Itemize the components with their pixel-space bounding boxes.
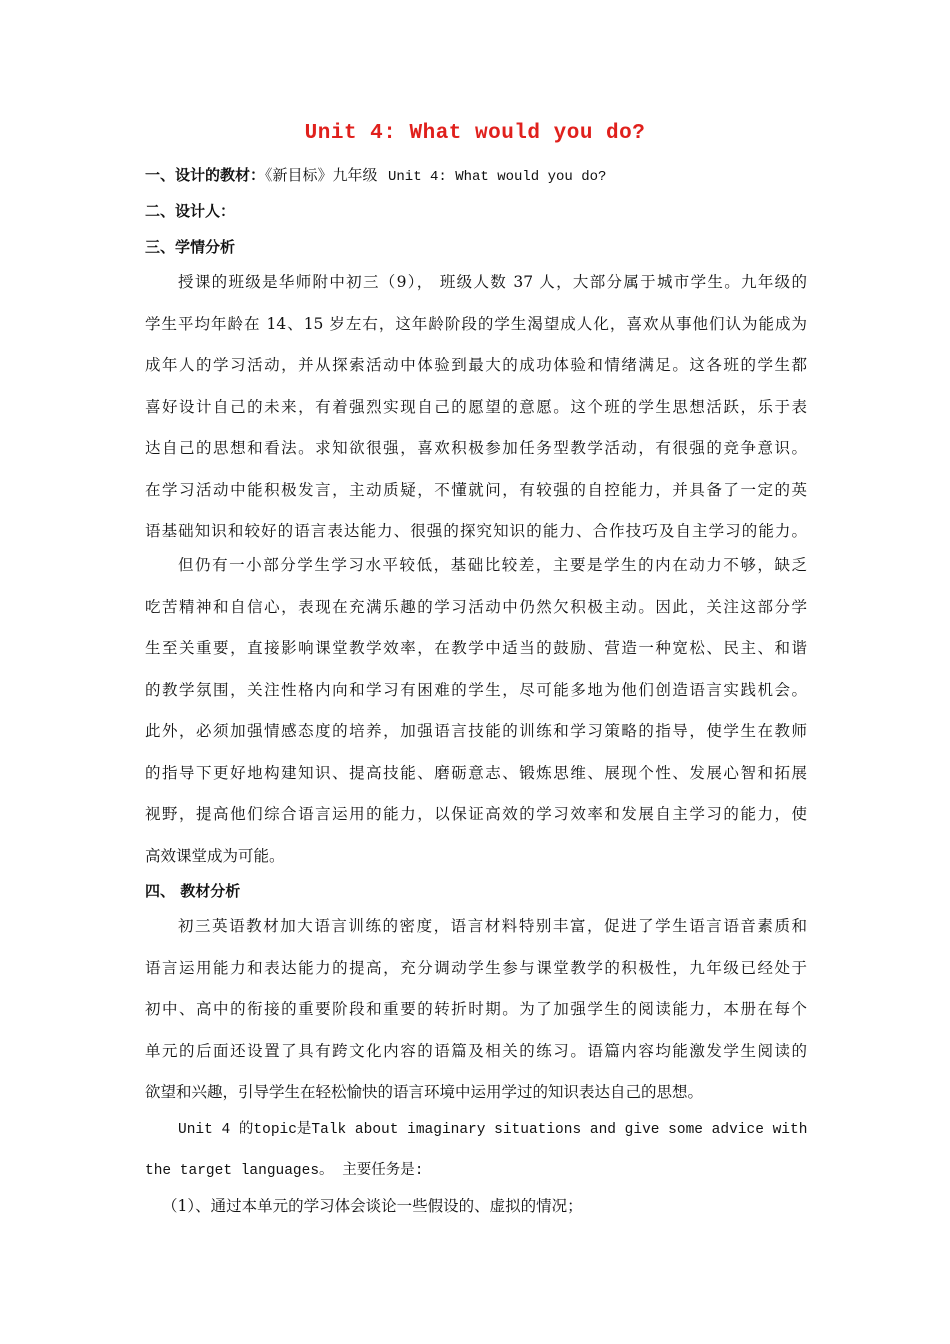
paragraph-line: 的教学氛围，关注性格内向和学习有困难的学生，尽可能多地为他们创造语言实践机会。 — [145, 681, 807, 699]
paragraph-line: 初三英语教材加大语言训练的密度，语言材料特别丰富，促进了学生语言语音素质和 — [178, 917, 807, 935]
section-1-unit: Unit 4: What would you do? — [387, 169, 607, 185]
paragraph-line: 但仍有一小部分学生学习水平较低，基础比较差，主要是学生的内在动力不够，缺乏 — [178, 556, 807, 574]
page-title: Unit 4: What would you do? — [304, 122, 646, 145]
paragraph-line: the target languages。 主要任务是: — [145, 1163, 424, 1179]
paragraph-line: 吃苦精神和自信心，表现在充满乐趣的学习活动中仍然欠积极主动。因此，关注这部分学 — [145, 598, 807, 616]
paragraph-line: 生至关重要，直接影响课堂教学效率，在教学中适当的鼓励、营造一种宽松、民主、和谐 — [145, 639, 807, 657]
paragraph-line: 的指导下更好地构建知识、提高技能、磨砺意志、锻炼思维、展现个性、发展心智和拓展 — [145, 764, 807, 782]
paragraph-line: 成年人的学习活动，并从探索活动中体验到最大的成功体验和情绪满足。这各班的学生都 — [145, 356, 807, 374]
section-1-label: 一、设计的教材： — [145, 166, 266, 184]
paragraph-line: 欲望和兴趣，引导学生在轻松愉快的语言环境中运用学过的知识表达自己的思想。 — [145, 1083, 704, 1101]
section-2-heading: 二、设计人： — [145, 202, 236, 220]
paragraph-line: 语基础知识和较好的语言表达能力、很强的探究知识的能力、合作技巧及自主学习的能力。 — [145, 522, 807, 540]
paragraph-line: 高效课堂成为可能。 — [145, 847, 285, 865]
paragraph-line: 在学习活动中能积极发言，主动质疑，不懂就问，有较强的自控能力，并具备了一定的英 — [145, 481, 807, 499]
section-4-heading: 四、 教材分析 — [145, 882, 241, 900]
paragraph-line: 初中、高中的衔接的重要阶段和重要的转折时期。为了加强学生的阅读能力，本册在每个 — [145, 1000, 807, 1018]
paragraph-line: 学生平均年龄在 14、15 岁左右，这年龄阶段的学生渴望成人化，喜欢从事他们认为能成为 — [145, 315, 807, 333]
paragraph-line: 视野，提高他们综合语言运用的能力，以保证高效的学习效率和发展自主学习的能力，使 — [145, 805, 807, 823]
paragraph-line: 授课的班级是华师附中初三（9）， 班级人数 37 人，大部分属于城市学生。九年级的 — [178, 273, 807, 291]
section-1-value: 《新目标》九年级 — [265, 166, 378, 184]
paragraph-line: Unit 4 的topic是Talk about imaginary situations and give some advice with — [178, 1122, 808, 1138]
list-item: （1）、通过本单元的学习体会谈论一些假设的、虚拟的情况； — [162, 1197, 583, 1215]
paragraph-line: 此外，必须加强情感态度的培养，加强语言技能的训练和学习策略的指导，使学生在教师 — [145, 722, 807, 740]
section-1-heading — [145, 164, 606, 185]
paragraph-line: 喜好设计自己的未来，有着强烈实现自己的愿望的意愿。这个班的学生思想活跃，乐于表 — [145, 398, 807, 416]
section-3-heading: 三、学情分析 — [145, 238, 236, 256]
paragraph-line: 语言运用能力和表达能力的提高，充分调动学生参与课堂教学的积极性，九年级已经处于 — [145, 959, 807, 977]
paragraph-line: 达自己的思想和看法。求知欲很强，喜欢积极参加任务型教学活动，有很强的竞争意识。 — [145, 439, 807, 457]
paragraph-line: 单元的后面还设置了具有跨文化内容的语篇及相关的练习。语篇内容均能激发学生阅读的 — [145, 1042, 807, 1060]
